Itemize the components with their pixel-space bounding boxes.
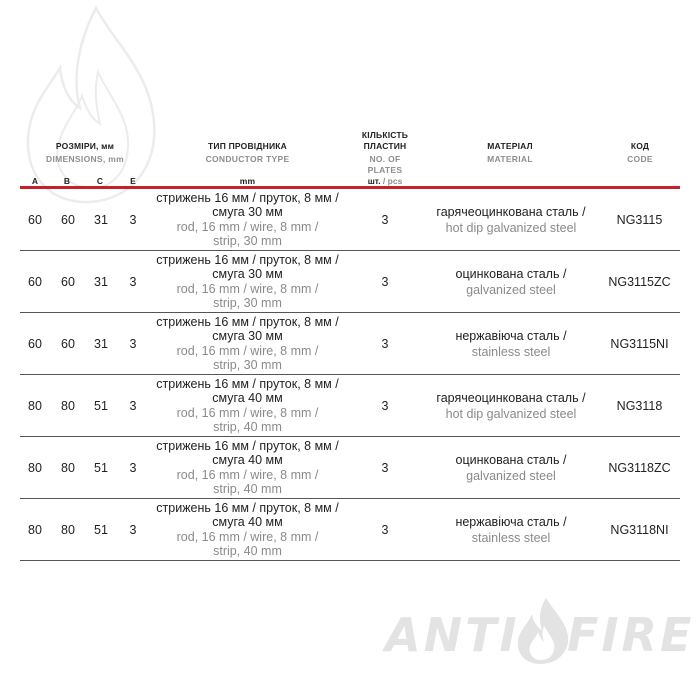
table-row	[20, 437, 680, 499]
conductor-text-en: strip, 30 mm	[213, 358, 282, 372]
dimensions-header-en: DIMENSIONS, mm	[46, 154, 124, 164]
code-cell: NG3118NI	[610, 522, 669, 537]
plates-cell: 3	[381, 398, 389, 413]
material-text-en: hot dip galvanized steel	[445, 406, 577, 421]
dim-a-cell: 60	[28, 274, 42, 289]
plates-header-en-line2: PLATES	[367, 165, 403, 175]
plates-cell: 3	[381, 460, 389, 475]
conductor-cell	[150, 189, 345, 250]
conductor-text-en: rod, 16 mm / wire, 8 mm /	[176, 343, 319, 358]
conductor-text-ua: смуга 40 мм	[212, 515, 283, 529]
material-text-ua: нержавіюча сталь /	[455, 328, 567, 343]
dim-a-cell: 80	[28, 398, 42, 413]
conductor-cell	[150, 313, 345, 374]
conductor-cell	[150, 499, 345, 560]
conductor-text-ua: смуга 30 мм	[212, 205, 283, 219]
code-cell: NG3115	[616, 212, 663, 227]
dim-c-cell: 31	[94, 274, 108, 289]
conductor-cell	[150, 375, 345, 436]
dim-e-cell: 3	[129, 460, 137, 475]
plates-header-line2: ПЛАСТИН	[363, 141, 407, 151]
material-text-en: galvanized steel	[466, 468, 556, 483]
material-header: МАТЕРІАЛ	[487, 141, 533, 151]
col-e-header: E	[130, 176, 136, 186]
col-b-header: B	[63, 176, 71, 186]
col-a-header: A	[31, 176, 39, 186]
logo-word-fire: FIRE	[567, 608, 695, 662]
conductor-text-ua: смуга 40 мм	[212, 391, 283, 405]
dim-a-cell: 60	[28, 212, 42, 227]
conductor-text-ua: стрижень 16 мм / пруток, 8 мм /	[156, 500, 339, 515]
material-header-en: MATERIAL	[487, 154, 533, 164]
table-row	[20, 499, 680, 561]
material-text-ua: гарячеоцинкована сталь /	[436, 390, 586, 405]
plates-cell: 3	[381, 336, 389, 351]
code-cell: NG3118ZC	[608, 460, 671, 475]
dim-e-cell: 3	[129, 336, 137, 351]
plates-unit: шт. / pcs	[367, 176, 403, 186]
dim-b-cell: 60	[61, 212, 75, 227]
row-divider	[20, 560, 680, 561]
conductor-text-ua: стрижень 16 мм / пруток, 8 мм /	[156, 190, 339, 205]
conductor-text-en: rod, 16 mm / wire, 8 mm /	[176, 405, 319, 420]
code-cell: NG3118	[616, 398, 663, 413]
conductor-text-en: strip, 40 mm	[213, 420, 282, 434]
material-text-en: stainless steel	[471, 530, 551, 545]
material-cell	[425, 189, 597, 250]
dim-c-cell: 51	[94, 398, 108, 413]
material-text-en: hot dip galvanized steel	[445, 220, 577, 235]
flame-logo-icon	[512, 596, 572, 666]
material-cell	[425, 437, 597, 498]
conductor-text-en: rod, 16 mm / wire, 8 mm /	[176, 281, 319, 296]
dim-b-cell: 80	[61, 398, 75, 413]
material-text-en: stainless steel	[471, 344, 551, 359]
conductor-unit: mm	[239, 176, 256, 186]
material-cell	[425, 375, 597, 436]
dim-c-cell: 31	[94, 336, 108, 351]
conductor-text-en: strip, 40 mm	[213, 482, 282, 496]
logo-word-anti: ANTI	[385, 608, 520, 662]
dim-a-cell: 80	[28, 460, 42, 475]
dim-c-cell: 31	[94, 212, 108, 227]
material-text-ua: оцинкована сталь /	[455, 452, 567, 467]
conductor-text-en: rod, 16 mm / wire, 8 mm /	[176, 219, 319, 234]
conductor-text-ua: стрижень 16 мм / пруток, 8 мм /	[156, 314, 339, 329]
dim-b-cell: 60	[61, 274, 75, 289]
conductor-text-en: strip, 30 mm	[213, 296, 282, 310]
code-header: КОД	[630, 141, 650, 151]
conductor-text-ua: стрижень 16 мм / пруток, 8 мм /	[156, 376, 339, 391]
code-cell: NG3115NI	[610, 336, 669, 351]
table-row	[20, 189, 680, 251]
dim-e-cell: 3	[129, 398, 137, 413]
conductor-header-en: CONDUCTOR TYPE	[205, 154, 290, 164]
plates-unit-ua: шт.	[367, 176, 381, 186]
material-text-ua: гарячеоцинкована сталь /	[436, 204, 586, 219]
col-c-header: C	[96, 176, 104, 186]
material-cell	[425, 251, 597, 312]
conductor-text-en: rod, 16 mm / wire, 8 mm /	[176, 529, 319, 544]
plates-cell: 3	[381, 274, 389, 289]
dim-a-cell: 80	[28, 522, 42, 537]
conductor-text-ua: смуга 30 мм	[212, 329, 283, 343]
table-row	[20, 375, 680, 437]
conductor-header: ТИП ПРОВІДНИКА	[208, 141, 287, 151]
code-header-en: CODE	[627, 154, 653, 164]
plates-header-line1: КІЛЬКІСТЬ	[361, 130, 409, 140]
plates-cell: 3	[381, 522, 389, 537]
material-cell	[425, 313, 597, 374]
dim-e-cell: 3	[129, 274, 137, 289]
material-text-ua: оцинкована сталь /	[455, 266, 567, 281]
conductor-text-ua: смуга 40 мм	[212, 453, 283, 467]
plates-cell: 3	[381, 212, 389, 227]
plates-header-en-line1: NO. OF	[369, 154, 401, 164]
dimensions-header: РОЗМІРИ, мм	[55, 141, 115, 151]
dim-c-cell: 51	[94, 522, 108, 537]
dim-a-cell: 60	[28, 336, 42, 351]
conductor-cell	[150, 251, 345, 312]
conductor-text-en: rod, 16 mm / wire, 8 mm /	[176, 467, 319, 482]
dim-c-cell: 51	[94, 460, 108, 475]
conductor-text-en: strip, 30 mm	[213, 234, 282, 248]
code-cell: NG3115ZC	[608, 274, 671, 289]
material-text-en: galvanized steel	[466, 282, 556, 297]
table-row	[20, 313, 680, 375]
dim-e-cell: 3	[129, 522, 137, 537]
table-row	[20, 251, 680, 313]
conductor-text-ua: смуга 30 мм	[212, 267, 283, 281]
dim-b-cell: 80	[61, 460, 75, 475]
dim-b-cell: 80	[61, 522, 75, 537]
conductor-text-en: strip, 40 mm	[213, 544, 282, 558]
conductor-text-ua: стрижень 16 мм / пруток, 8 мм /	[156, 438, 339, 453]
dim-b-cell: 60	[61, 336, 75, 351]
conductor-text-ua: стрижень 16 мм / пруток, 8 мм /	[156, 252, 339, 267]
conductor-cell	[150, 437, 345, 498]
dim-e-cell: 3	[129, 212, 137, 227]
material-cell	[425, 499, 597, 560]
material-text-ua: нержавіюча сталь /	[455, 514, 567, 529]
plates-unit-en: pcs	[387, 176, 403, 186]
